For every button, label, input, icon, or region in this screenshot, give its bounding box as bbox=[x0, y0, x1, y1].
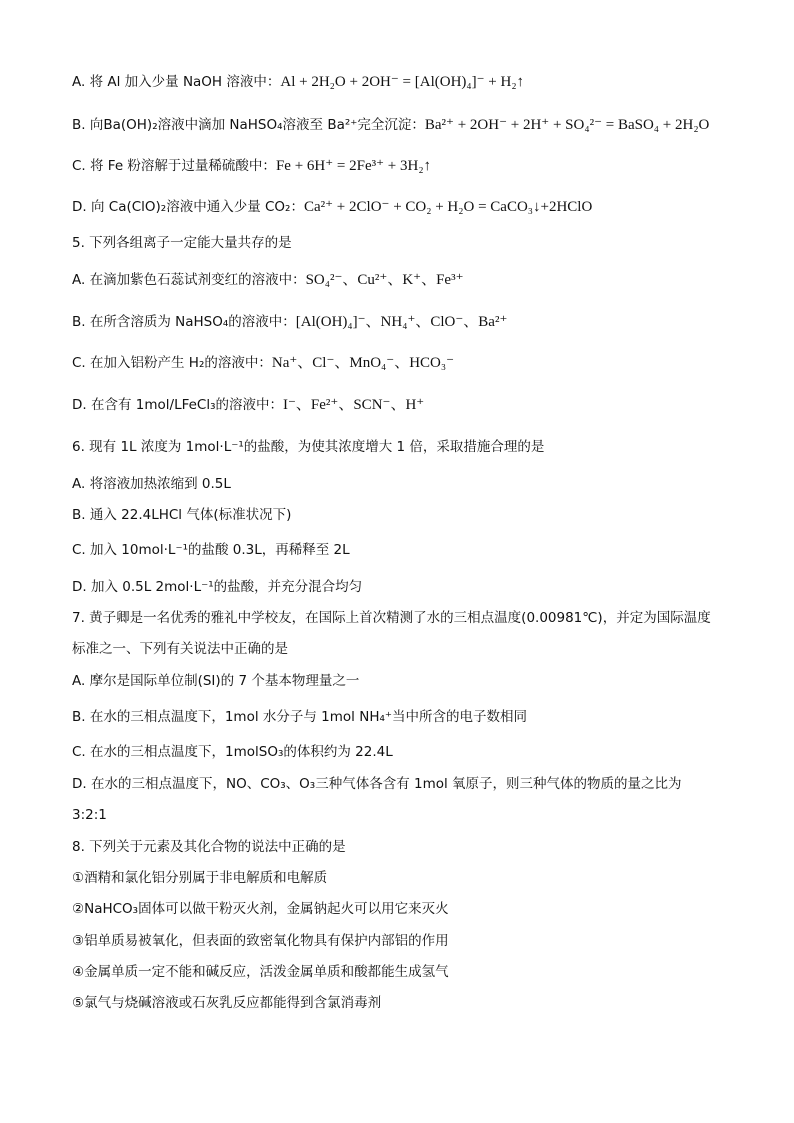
statement-item bbox=[72, 994, 754, 1012]
option-line bbox=[72, 73, 754, 91]
line-text: A. 将 Al 加入少量 NaOH 溶液中： bbox=[72, 74, 281, 90]
option-line bbox=[72, 313, 754, 331]
line-text: C. 在水的三相点温度下，1molSO₃的体积约为 22.4L bbox=[72, 744, 393, 760]
line-text: 8. 下列关于元素及其化合物的说法中正确的是 bbox=[72, 839, 346, 855]
line-text: C. 将 Fe 粉溶解于过量稀硫酸中： bbox=[72, 158, 276, 174]
equation: Al + 2H₂O + 2OH⁻ = [Al(OH)₄]⁻ + H₂↑ bbox=[280, 74, 525, 90]
line-text: 5. 下列各组离子一定能大量共存的是 bbox=[72, 235, 292, 251]
question-stem bbox=[72, 838, 754, 856]
line-text: B. 在所含溶质为 NaHSO₄的溶液中： bbox=[72, 314, 296, 330]
question-stem bbox=[72, 234, 754, 252]
ion-list: Na⁺、Cl⁻、MnO₄⁻、HCO₃⁻ bbox=[271, 355, 455, 371]
line-text: 6. 现有 1L 浓度为 1mol·L⁻¹的盐酸，为使其浓度增大 1 倍，采取措施合理的是 bbox=[72, 439, 545, 455]
line-text: ④金属单质一定不能和碱反应，活泼金属单质和酸都能生成氢气 bbox=[72, 964, 449, 980]
line-text: A. 将溶液加热浓缩到 0.5L bbox=[72, 476, 231, 492]
line-text: C. 在加入铝粉产生 H₂的溶液中： bbox=[72, 355, 272, 371]
line-text: ⑤氯气与烧碱溶液或石灰乳反应都能得到含氯消毒剂 bbox=[72, 995, 382, 1011]
option-line bbox=[72, 506, 754, 524]
option-line bbox=[72, 198, 754, 216]
option-line bbox=[72, 541, 754, 559]
statement-item bbox=[72, 869, 754, 887]
option-line bbox=[72, 475, 754, 493]
question-stem bbox=[72, 609, 754, 627]
statement-item bbox=[72, 932, 754, 950]
option-line bbox=[72, 743, 754, 761]
ion-list: SO₄²⁻、Cu²⁺、K⁺、Fe³⁺ bbox=[305, 272, 464, 288]
equation: Ba²⁺ + 2OH⁻ + 2H⁺ + SO₄²⁻ = BaSO₄ + 2H₂O bbox=[424, 117, 710, 133]
option-line bbox=[72, 578, 754, 596]
option-line bbox=[72, 396, 754, 414]
line-text: D. 在含有 1mol/LFeCl₃的溶液中： bbox=[72, 397, 284, 413]
line-text: B. 向Ba(OH)₂溶液中滴加 NaHSO₄溶液至 Ba²⁺完全沉淀： bbox=[72, 117, 425, 133]
line-text: A. 摩尔是国际单位制(SI)的 7 个基本物理量之一 bbox=[72, 673, 360, 689]
line-text: ②NaHCO₃固体可以做干粉灭火剂，金属钠起火可以用它来灭火 bbox=[72, 901, 449, 917]
line-text: B. 在水的三相点温度下，1mol 水分子与 1mol NH₄⁺当中所含的电子数相同 bbox=[72, 709, 528, 725]
ion-list: I⁻、Fe²⁺、SCN⁻、H⁺ bbox=[283, 397, 425, 413]
option-line bbox=[72, 116, 754, 134]
equation: Fe + 6H⁺ = 2Fe³⁺ + 3H₂↑ bbox=[275, 158, 432, 174]
line-text: A. 在滴加紫色石蕊试剂变红的溶液中： bbox=[72, 272, 306, 288]
line-text: ①酒精和氯化铝分别属于非电解质和电解质 bbox=[72, 870, 328, 886]
line-text: D. 在水的三相点温度下，NO、CO₃、O₃三种气体各含有 1mol 氧原子，则三种气体的物质的量之比为 bbox=[72, 776, 682, 792]
option-line-continued bbox=[72, 806, 754, 824]
option-line bbox=[72, 708, 754, 726]
ion-list: [Al(OH)₄]⁻、NH₄⁺、ClO⁻、Ba²⁺ bbox=[295, 314, 508, 330]
question-stem bbox=[72, 438, 754, 456]
line-text: 7. 黄子卿是一名优秀的雅礼中学校友，在国际上首次精测了水的三相点温度(0.00981℃)，并定为国际温度 bbox=[72, 610, 711, 626]
line-text: ③铝单质易被氧化，但表面的致密氧化物具有保护内部铝的作用 bbox=[72, 933, 449, 949]
option-line bbox=[72, 672, 754, 690]
statement-item bbox=[72, 963, 754, 981]
line-text: 标准之一、下列有关说法中正确的是 bbox=[72, 641, 288, 657]
option-line bbox=[72, 271, 754, 289]
line-text: 3:2:1 bbox=[72, 807, 107, 823]
equation: Ca²⁺ + 2ClO⁻ + CO₂ + H₂O = CaCO₃↓+2HClO bbox=[303, 199, 593, 215]
option-line bbox=[72, 354, 754, 372]
line-text: B. 通入 22.4LHCl 气体(标准状况下) bbox=[72, 507, 292, 523]
option-line bbox=[72, 157, 754, 175]
line-text: D. 向 Ca(ClO)₂溶液中通入少量 CO₂： bbox=[72, 199, 304, 215]
question-stem bbox=[72, 640, 754, 658]
line-text: D. 加入 0.5L 2mol·L⁻¹的盐酸，并充分混合均匀 bbox=[72, 579, 363, 595]
statement-item bbox=[72, 900, 754, 918]
line-text: C. 加入 10mol·L⁻¹的盐酸 0.3L，再稀释至 2L bbox=[72, 542, 350, 558]
option-line bbox=[72, 775, 754, 793]
